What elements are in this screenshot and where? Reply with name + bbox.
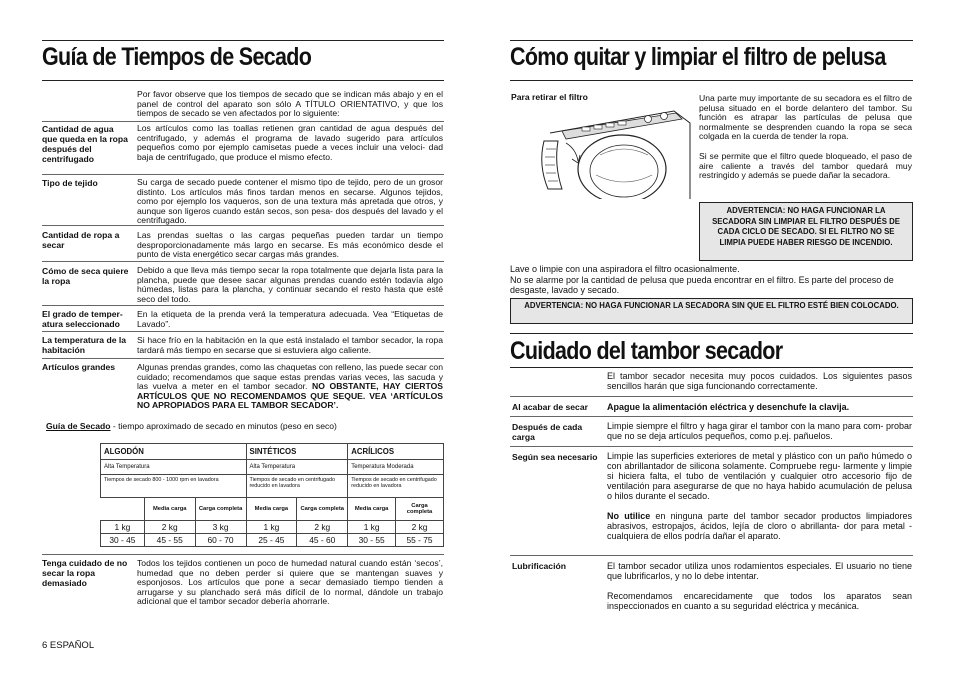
intro-text: Por favor observe que los tiempos de secado que se indican más abajo y en el panel de control del aparato son sólo A TÍTULO ORIENTATIVO, y que los tiempos de secado se ven afectados por lo siguiente: bbox=[137, 89, 443, 119]
lave-text: Lave o limpie con una aspiradora el filtro ocasionalmente. bbox=[510, 264, 740, 274]
retirar-label: Para retirar el filtro bbox=[511, 92, 588, 102]
item-label: El grado de temper- atura seleccionado bbox=[42, 309, 123, 329]
no-utilice-text: No utilice en ninguna parte del tambor secador productos limpiadores abrasivos, estropajos, ácidos, lejía de cloro o abrillanta- dor para metal - cualquiera de ellos podría dañar el aparato. bbox=[607, 511, 912, 541]
item-text: Las prendas sueltas o las cargas pequeñas pueden tardar un tiempo desproporcionadamente más largo en secarse. Es más económico desde el punto de vista energético secar cargas más grandes. bbox=[137, 230, 443, 260]
divider bbox=[42, 174, 444, 175]
item-text: Debido a que lleva más tiempo secar la ropa totalmente que dejarla lista para la plancha, puede que desee sacar algunas prendas cuando estén todavía algo húmedas, listas para la plancha, y continuar secando el resto hasta que esté seco del todo. bbox=[137, 265, 443, 304]
temp-cell: Alta Temperatura bbox=[246, 460, 348, 475]
min-cell: 45 - 55 bbox=[144, 534, 195, 547]
col-header: Carga completa bbox=[195, 498, 246, 521]
kg-cell: 1 kg bbox=[246, 521, 297, 534]
page-title-left: Guía de Tiempos de Secado bbox=[42, 43, 312, 71]
drying-table bbox=[100, 443, 444, 547]
section-title-care: Cuidado del tambor secador bbox=[510, 337, 783, 365]
item-text: Los artículos como las toallas retienen gran cantidad de agua después del centrifugado, y además el programa de lavado sugerido para artículos pequeños como por ejemplo camisetas puede a veces incluir una veloci- dad baja de centrifugado, que produce el mismo efecto. bbox=[137, 123, 443, 162]
item-label: Tipo de tejido bbox=[42, 178, 98, 188]
min-cell: 45 - 60 bbox=[297, 534, 348, 547]
filter-text-2: Si se permite que el filtro quede bloqueado, el paso de aire caliente a través del tambor quedará muy restringido y además se puede dañar la secadora. bbox=[699, 151, 912, 181]
guide-caption: Guía de Secado - tiempo aproximado de secado en minutos (peso en seco) bbox=[46, 421, 337, 431]
col-header: Media carga bbox=[144, 498, 195, 521]
care-text: Apague la alimentación eléctrica y desenchufe la clavija. bbox=[607, 402, 850, 412]
col-header: Carga completa bbox=[297, 498, 348, 521]
min-cell: 25 - 45 bbox=[246, 534, 297, 547]
item-text: Su carga de secado puede contener el mismo tipo de tejido, pero de un grosor distinto. Los artículos más finos tardan menos en secarse. Algunos tejidos, como por ejemplo los vaqueros, son de una textura más apretada que otros, y aunque son ligeros cuando están secos, son pesa- dos después del lavado y el centrifugado. bbox=[137, 177, 443, 226]
desc-cell: Tiempos de secado en centrifugado reducido en lavadora bbox=[348, 475, 444, 498]
title-top-rule bbox=[510, 333, 913, 334]
group-header: ACRÍLICOS bbox=[348, 444, 444, 460]
care-text: El tambor secador utiliza unos rodamientos especiales. El usuario no tiene que lubrificarlos, y no lo debe intentar. bbox=[607, 561, 912, 581]
empty-cell bbox=[101, 498, 145, 521]
kg-cell: 3 kg bbox=[195, 521, 246, 534]
divider bbox=[510, 416, 913, 417]
title-top-rule bbox=[510, 40, 913, 41]
group-header: ALGODÓN bbox=[101, 444, 247, 460]
filter-text: Una parte muy importante de su secadora es el filtro de pelusa situado en el borde delantero del tambor. Su función es atrapar las partículas de pelusa que normalmente se desprenden cuando la ropa se seca colgada en la cuerda de tender la ropa. bbox=[699, 93, 912, 142]
item-label: Cómo de seca quiere la ropa bbox=[42, 266, 129, 286]
kg-cell: 1 kg bbox=[348, 521, 396, 534]
kg-cell: 2 kg bbox=[297, 521, 348, 534]
care-text: Limpie las superficies exteriores de metal y plástico con un paño húmedo o con abrillantador de silicona solamente. Compruebe regu- larmente y limpie si hiciera falta, el tubo de ventilación y cualquier otro accesorio fijo de ventilación para asegurarse de que no haya habido acumulación de pelusa o hilos durante el secado. bbox=[607, 451, 912, 501]
col-header: Carga completa bbox=[396, 498, 444, 521]
item-label: Artículos grandes bbox=[42, 362, 116, 372]
divider bbox=[510, 555, 913, 556]
care-label: Lubrificación bbox=[512, 561, 566, 571]
divider bbox=[42, 358, 444, 359]
dryer-filter-illustration bbox=[536, 103, 692, 199]
divider bbox=[42, 554, 444, 555]
col-header: Media carga bbox=[246, 498, 297, 521]
item-label: La temperatura de la habitación bbox=[42, 335, 127, 355]
min-cell: 30 - 55 bbox=[348, 534, 396, 547]
title-bottom-rule bbox=[42, 80, 444, 81]
item-text: En la etiqueta de la prenda verá la temperatura adecuada. Vea “Etiquetas de Lavado”. bbox=[137, 309, 443, 329]
min-cell: 30 - 45 bbox=[101, 534, 145, 547]
care-intro: El tambor secador necesita muy pocos cuidados. Los siguientes pasos sencillos harán que siga funcionando correctamente. bbox=[607, 371, 912, 391]
kg-cell: 2 kg bbox=[396, 521, 444, 534]
care-label: Al acabar de secar bbox=[512, 402, 588, 412]
kg-cell: 1 kg bbox=[101, 521, 145, 534]
col-header: Media carga bbox=[348, 498, 396, 521]
care-label: Después de cada carga bbox=[512, 422, 583, 442]
recomendamos-text: Recomendamos encarecidamente que todos los aparatos sean inspeccionados en cuanto a su seguridad eléctrica y mecánica. bbox=[607, 591, 912, 611]
title-bottom-rule bbox=[510, 367, 913, 368]
warning-box-filter: ADVERTENCIA: NO HAGA FUNCIONAR LA SECADORA SIN LIMPIAR EL FILTRO DESPUÉS DE CADA CICLO DE SECADO. SI EL FILTRO NO SE LIMPIA PUEDE HABER RIESGO DE INCENDIO. bbox=[699, 202, 913, 261]
temp-cell: Alta Temperatura bbox=[101, 460, 247, 475]
kg-cell: 2 kg bbox=[144, 521, 195, 534]
min-cell: 55 - 75 bbox=[396, 534, 444, 547]
item-text: Algunas prendas grandes, como las chaquetas con relleno, las puede secar con cuidado; recomendamos que saque estas prendas varias veces, las sacuda y las vuelva a meter en el tambor secador. NO OBSTANTE, HAY CIERTOS ARTÍCULOS QUE NO RECOMENDAMOS QUE SEQUE. VEA ‘ARTÍCULOS NO APROPIADOS PARA EL TAMBOR SECADOR’. bbox=[137, 362, 443, 411]
title-top-rule bbox=[42, 40, 444, 41]
care-label: Según sea necesario bbox=[512, 452, 598, 462]
divider bbox=[510, 446, 913, 447]
care-text: Limpie siempre el filtro y haga girar el tambor con la mano para com- probar que no se deja artículos pequeños, como p.ej. pañuelos. bbox=[607, 421, 912, 441]
page-title-right: Cómo quitar y limpiar el filtro de pelusa bbox=[510, 43, 886, 71]
wet-label: Tenga cuidado de no secar la ropa demasiado bbox=[42, 558, 128, 588]
desc-cell: Tiempos de secado en centrifugado reducido en lavadora bbox=[246, 475, 348, 498]
wet-text: Todos los tejidos contienen un poco de humedad natural cuando están ‘secos’, humedad que no deben perder si quiere que se mantengan suaves y esponjosos. Los artículos que pone a secar demasiado tiempo tienden a arrugarse y su planchado será más difícil de lo normal, dándole un trabajo adicional que el tambor secador debería ahorrarle. bbox=[137, 558, 443, 607]
group-header: SINTÉTICOS bbox=[246, 444, 348, 460]
divider bbox=[510, 396, 913, 397]
divider bbox=[42, 121, 444, 122]
divider bbox=[42, 305, 444, 306]
item-label: Cantidad de ropa a secar bbox=[42, 230, 120, 250]
divider bbox=[42, 261, 444, 262]
divider bbox=[42, 331, 444, 332]
item-label: Cantidad de agua que queda en la ropa después del centrifugado bbox=[42, 124, 128, 164]
min-cell: 60 - 70 bbox=[195, 534, 246, 547]
temp-cell: Temperatura Moderada bbox=[348, 460, 444, 475]
title-bottom-rule bbox=[510, 80, 913, 81]
alarme-text: No se alarme por la cantidad de pelusa que pueda encontrar en el filtro. Es parte del proceso de desgaste, lavado y secado. bbox=[510, 275, 894, 295]
item-text: Si hace frío en la habitación en la que está instalado el tambor secador, la ropa tardará más tiempo en secarse que si estuviera algo caliente. bbox=[137, 335, 443, 355]
divider bbox=[42, 225, 444, 226]
page-footer: 6 ESPAÑOL bbox=[42, 640, 95, 651]
desc-cell: Tiempos de secado 800 - 1000 rpm en lavadora bbox=[101, 475, 247, 498]
warning-box-filter-placed: ADVERTENCIA: NO HAGA FUNCIONAR LA SECADORA SIN QUE EL FILTRO ESTÉ BIEN COLOCADO. bbox=[510, 298, 913, 324]
